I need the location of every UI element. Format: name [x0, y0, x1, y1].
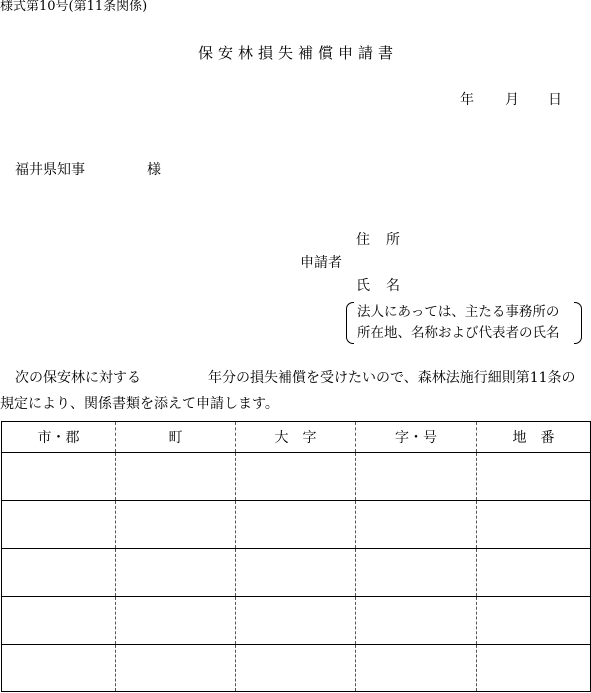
form-number: 様式第10号(第11条関係)	[0, 0, 148, 14]
table-cell[interactable]	[116, 501, 236, 549]
addressee-name: 福井県知事	[15, 162, 85, 178]
applicant-address-label: 住 所	[356, 232, 401, 248]
table-row	[2, 645, 591, 692]
table-cell[interactable]	[116, 597, 236, 645]
table-row	[2, 453, 591, 501]
table-cell[interactable]	[477, 501, 591, 549]
header-city-county: 市・郡	[2, 422, 116, 453]
note-line-1: 法人にあっては、主たる事務所の	[357, 304, 560, 320]
body-text-line1-end: 年分の損失補償を受けたいので、森林法施行細則第11条の	[208, 370, 576, 386]
table-cell[interactable]	[236, 501, 356, 549]
corporation-note	[346, 302, 582, 344]
table-cell[interactable]	[2, 597, 116, 645]
table-cell[interactable]	[356, 549, 477, 597]
table-cell[interactable]	[477, 453, 591, 501]
table-cell[interactable]	[477, 645, 591, 692]
document-title: 保安林損失補償申請書	[198, 44, 399, 62]
table-cell[interactable]	[2, 501, 116, 549]
table-row	[2, 501, 591, 549]
table-cell[interactable]	[356, 453, 477, 501]
note-bracket-left	[346, 302, 354, 344]
date-month-label: 月	[505, 92, 519, 108]
table-row	[2, 597, 591, 645]
table-cell[interactable]	[116, 645, 236, 692]
table-cell[interactable]	[2, 453, 116, 501]
table-cell[interactable]	[2, 645, 116, 692]
applicant-role-label: 申請者	[300, 255, 342, 271]
table-cell[interactable]	[477, 597, 591, 645]
table-cell[interactable]	[356, 597, 477, 645]
body-text-line1-start: 次の保安林に対する	[15, 370, 141, 386]
table-header-row	[2, 422, 591, 453]
table-cell[interactable]	[477, 549, 591, 597]
header-town: 町	[116, 422, 236, 453]
table-cell[interactable]	[236, 549, 356, 597]
body-text-line2: 規定により、関係書類を添えて申請します。	[0, 396, 279, 412]
applicant-name-label: 氏 名	[356, 278, 401, 294]
header-oaza: 大 字	[236, 422, 356, 453]
table-row	[2, 549, 591, 597]
table-cell[interactable]	[2, 549, 116, 597]
table-cell[interactable]	[236, 453, 356, 501]
table-cell[interactable]	[356, 501, 477, 549]
header-aza-number: 字・号	[356, 422, 477, 453]
table-cell[interactable]	[356, 645, 477, 692]
land-table	[1, 421, 591, 692]
table-cell[interactable]	[116, 453, 236, 501]
table-cell[interactable]	[236, 597, 356, 645]
header-lot-number: 地 番	[477, 422, 591, 453]
addressee-honorific: 様	[147, 162, 161, 178]
note-bracket-right	[574, 302, 582, 344]
date-year-label: 年	[460, 92, 474, 108]
table-cell[interactable]	[236, 645, 356, 692]
table-cell[interactable]	[116, 549, 236, 597]
note-line-2: 所在地、名称および代表者の氏名	[357, 325, 560, 341]
date-day-label: 日	[548, 92, 562, 108]
